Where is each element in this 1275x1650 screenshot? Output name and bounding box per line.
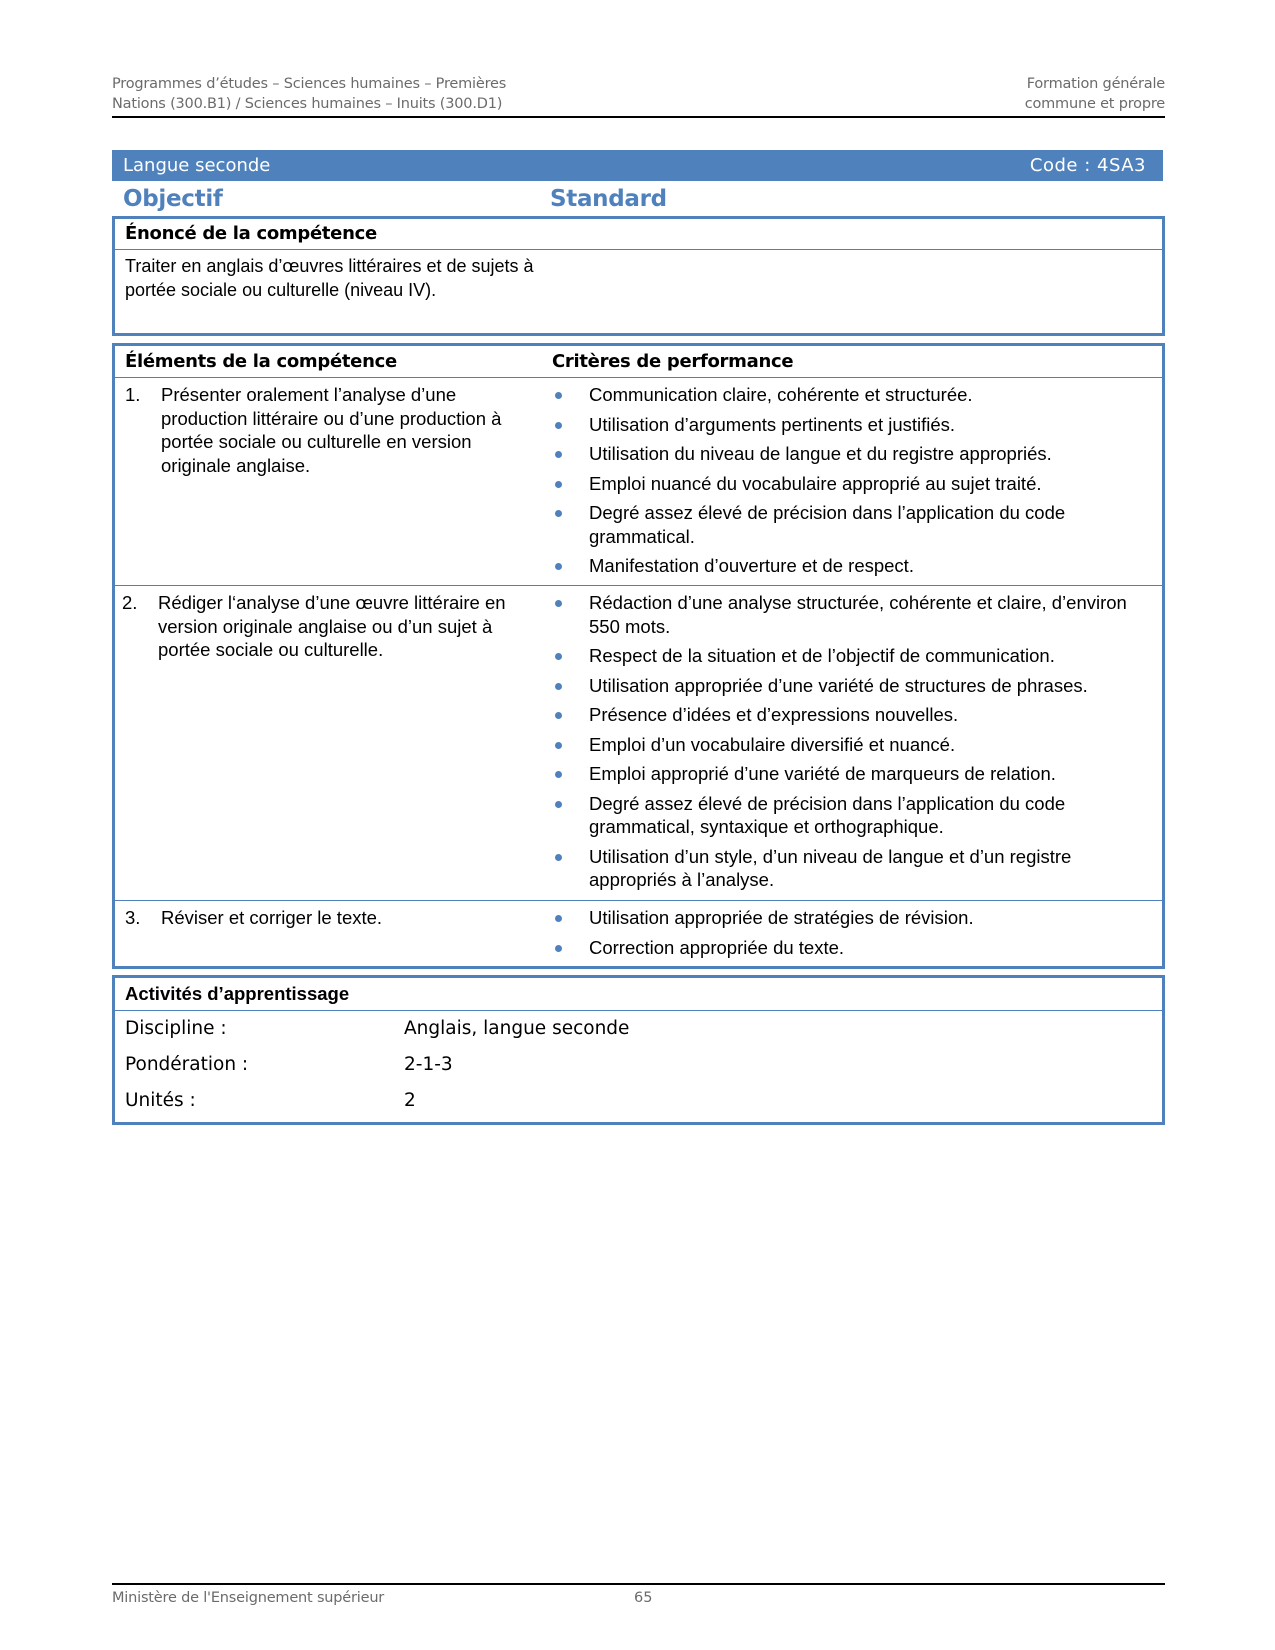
list-item: [552, 554, 1152, 578]
header-formation-type: [1025, 74, 1165, 114]
activites-box: [112, 975, 1165, 1125]
element-text: Présenter oralement l’analyse d’une production littéraire ou d’une production à portée sociale ou culturelle en version originale anglaise.: [161, 384, 502, 476]
bullet-icon: [555, 712, 562, 719]
activity-label: Unités :: [125, 1090, 196, 1111]
criteria-column-heading: Critères de performance: [552, 351, 794, 372]
elements-column-heading: Éléments de la compétence: [125, 351, 397, 372]
objectif-heading: Objectif: [123, 186, 223, 212]
list-item: [552, 936, 1152, 960]
criterion-text: Correction appropriée du texte.: [589, 936, 845, 958]
criterion-text: Respect de la situation et de l’objectif de communication.: [589, 645, 1055, 666]
subject-label: Langue seconde: [123, 155, 271, 176]
page-footer: [112, 1583, 1165, 1606]
element-number: 1.: [125, 384, 141, 405]
bullet-icon: [555, 854, 562, 861]
list-item: [552, 413, 1152, 437]
criterion-text: Emploi d’un vocabulaire diversifié et nuancé.: [589, 733, 956, 755]
element-number: 2.: [122, 592, 138, 613]
activity-value: 2-1-3: [404, 1054, 453, 1075]
list-item: [552, 703, 1152, 727]
course-code: Code : 4SA3: [1029, 155, 1146, 176]
enonce-box: [112, 216, 1165, 336]
bullet-icon: [555, 683, 562, 690]
list-item: [552, 733, 1152, 757]
bullet-icon: [555, 945, 562, 952]
element-number: 3.: [125, 907, 141, 928]
bullet-icon: [555, 742, 562, 749]
criterion-text: Utilisation d’un style, d’un niveau de langue et d’un registre appropriés à l’analyse.: [589, 845, 1072, 890]
table-row: [115, 586, 1162, 900]
list-item: [552, 674, 1152, 698]
page-number: 65: [634, 1590, 653, 1606]
activity-row-ponderation: [115, 1047, 1162, 1083]
table-row: [115, 378, 1162, 585]
header-program-title: [112, 74, 506, 114]
list-item: [552, 845, 1152, 892]
activity-row-discipline: [115, 1011, 1162, 1047]
page-header: [112, 74, 1165, 118]
criterion-text: Manifestation d’ouverture et de respect.: [589, 555, 914, 576]
criterion-text: Utilisation du niveau de langue et du registre appropriés.: [589, 443, 1052, 464]
criterion-text: Emploi nuancé du vocabulaire approprié au sujet traité.: [589, 472, 1042, 494]
list-item: [552, 501, 1152, 548]
activity-label: Discipline :: [125, 1018, 227, 1039]
activity-value: 2: [404, 1090, 416, 1111]
bullet-icon: [555, 653, 562, 660]
header-left-line-2: Nations (300.B1) / Sciences humaines – Inuits (300.D1): [112, 96, 503, 112]
criterion-text: Communication claire, cohérente et structurée.: [589, 384, 973, 405]
activity-value: Anglais, langue seconde: [404, 1018, 630, 1039]
criterion-text: Utilisation appropriée d’une variété de structures de phrases.: [589, 674, 1088, 696]
criteria-list: [552, 906, 1152, 965]
list-item: [552, 383, 1152, 407]
criterion-text: Rédaction d’une analyse structurée, cohérente et claire, d’environ 550 mots.: [589, 592, 1127, 637]
element-text: Rédiger l‘analyse d’une œuvre littéraire en version originale anglaise ou d’un sujet à portée sociale ou culturelle.: [158, 592, 506, 660]
list-item: [552, 906, 1152, 930]
enonce-heading: Énoncé de la compétence: [125, 223, 377, 244]
criterion-text: Utilisation appropriée de stratégies de révision.: [589, 907, 974, 928]
bullet-icon: [555, 600, 562, 607]
list-item: [552, 792, 1152, 839]
header-right-line-2: commune et propre: [1024, 96, 1165, 112]
criterion-text: Degré assez élevé de précision dans l’application du code grammatical.: [589, 502, 1066, 547]
list-item: [552, 644, 1152, 668]
criteria-list: [552, 383, 1152, 584]
footer-ministry: Ministère de l'Enseignement supérieur: [112, 1590, 385, 1606]
bullet-icon: [555, 915, 562, 922]
table-row: [115, 901, 1162, 965]
standard-heading: Standard: [550, 186, 667, 212]
criterion-text: Emploi approprié d’une variété de marqueurs de relation.: [589, 763, 1056, 784]
criterion-text: Présence d’idées et d’expressions nouvelles.: [589, 704, 959, 725]
element-text: Réviser et corriger le texte.: [161, 907, 383, 928]
enonce-text: Traiter en anglais d’œuvres littéraires et de sujets à portée sociale ou culturelle (niveau IV).: [125, 256, 534, 300]
bullet-icon: [555, 451, 562, 458]
activity-row-unites: [115, 1083, 1162, 1119]
bullet-icon: [555, 422, 562, 429]
criteria-list: [552, 591, 1152, 898]
course-title-bar: [112, 150, 1163, 181]
list-item: [552, 472, 1152, 496]
header-right-line-1: Formation générale: [1026, 76, 1165, 92]
section-column-headings: [112, 183, 1163, 215]
bullet-icon: [555, 510, 562, 517]
criterion-text: Degré assez élevé de précision dans l’application du code grammatical, syntaxique et orthographique.: [589, 792, 1066, 837]
activity-label: Pondération :: [125, 1054, 249, 1075]
criterion-text: Utilisation d’arguments pertinents et justifiés.: [589, 413, 956, 435]
elements-table-header: [115, 346, 1162, 377]
list-item: [552, 442, 1152, 466]
header-left-line-1: Programmes d’études – Sciences humaines – Premières: [112, 76, 507, 92]
bullet-icon: [555, 801, 562, 808]
elements-table: [112, 343, 1165, 969]
bullet-icon: [555, 771, 562, 778]
list-item: [552, 762, 1152, 786]
list-item: [552, 591, 1152, 638]
bullet-icon: [555, 563, 562, 570]
bullet-icon: [555, 392, 562, 399]
bullet-icon: [555, 481, 562, 488]
activites-heading: Activités d’apprentissage: [125, 983, 350, 1004]
